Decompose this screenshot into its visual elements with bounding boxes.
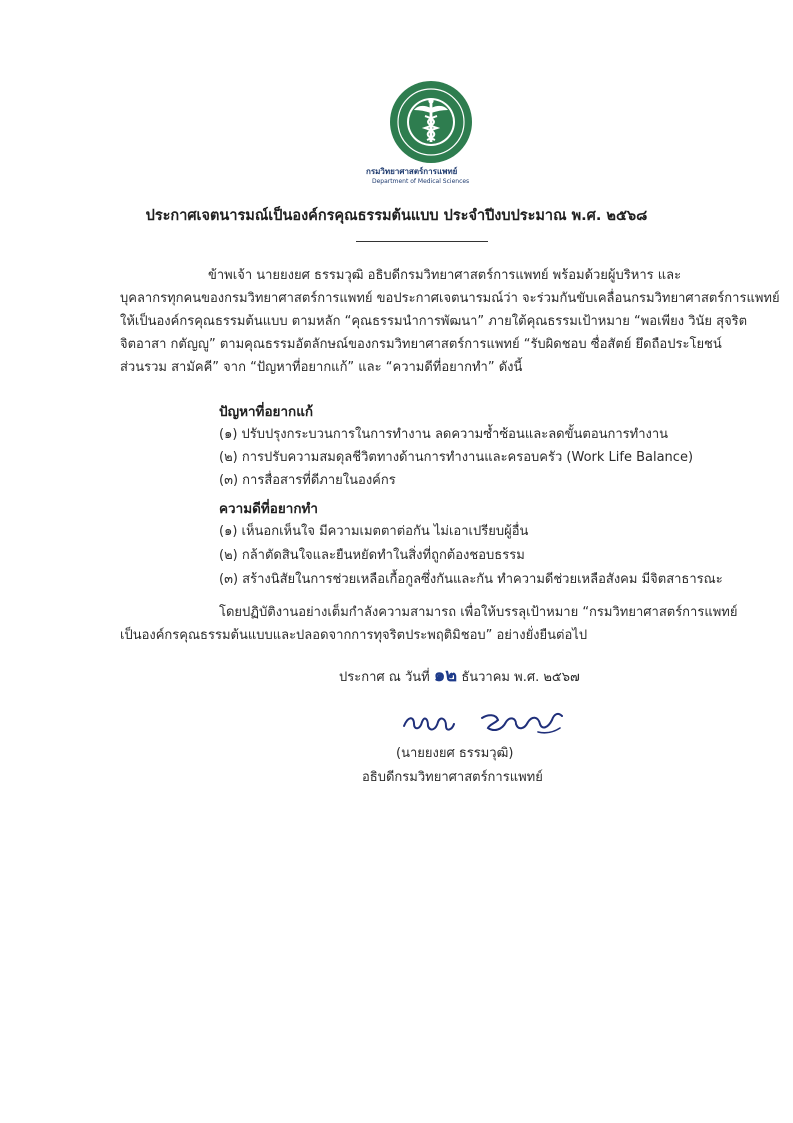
virtue-item: (๓) สร้างนิสัยในการช่วยเหลือเกื้อกูลซึ่งกันและกัน ทำความดีช่วยเหลือสังคม มีจิตสาธารณะ — [219, 572, 723, 587]
virtue-item: (๑) เห็นอกเห็นใจ มีความเมตตาต่อกัน ไม่เอาเปรียบผู้อื่น — [219, 524, 529, 539]
announcement-title: ประกาศเจตนารมณ์เป็นองค์กรคุณธรรมต้นแบบ ประจำปีงบประมาณ พ.ศ. ๒๕๖๘ — [145, 208, 648, 224]
intro-line: ส่วนรวม สามัคคี” จาก “ปัญหาที่อยากแก้” และ “ความดีที่อยากทำ” ดังนี้ — [120, 360, 523, 375]
virtues-heading: ความดีที่อยากทำ — [219, 501, 319, 517]
virtue-item: (๒) กล้าตัดสินใจและยืนหยัดทำในสิ่งที่ถูกต้องชอบธรรม — [219, 548, 525, 563]
intro-line: ให้เป็นองค์กรคุณธรรมต้นแบบ ตามหลัก “คุณธรรมนำการพัฒนา” ภายใต้คุณธรรมเป้าหมาย “พอเพียง วินัย สุจริต — [120, 314, 748, 329]
problems-heading: ปัญหาที่อยากแก้ — [219, 404, 314, 420]
closing-line: เป็นองค์กรคุณธรรมต้นแบบและปลอดจากการทุจริตประพฤติมิชอบ” อย่างยั่งยืนต่อไป — [120, 628, 588, 643]
intro-line: ข้าพเจ้า นายยงยศ ธรรมวุฒิ อธิบดีกรมวิทยาศาสตร์การแพทย์ พร้อมด้วยผู้บริหาร และ — [208, 268, 682, 283]
ministry-seal-logo — [376, 80, 486, 164]
date-suffix: ธันวาคม พ.ศ. ๒๕๖๗ — [461, 670, 580, 685]
title-divider — [356, 241, 488, 242]
intro-line: บุคลากรทุกคนของกรมวิทยาศาสตร์การแพทย์ ขอประกาศเจตนารมณ์ว่า จะร่วมกันขับเคลื่อนกรมวิทยาศาสตร์การแพทย์ — [120, 291, 780, 306]
org-name-english: Department of Medical Sciences — [372, 178, 470, 185]
closing-line: โดยปฏิบัติงานอย่างเต็มกำลังความสามารถ เพื่อให้บรรลุเป้าหมาย “กรมวิทยาศาสตร์การแพทย์ — [219, 605, 738, 620]
announcement-date — [339, 660, 580, 689]
problem-item: (๓) การสื่อสารที่ดีภายในองค์กร — [219, 473, 396, 488]
date-day: ๑๒ — [433, 665, 458, 686]
intro-line: จิตอาสา กตัญญู” ตามคุณธรรมอัตลักษณ์ของกรมวิทยาศาสตร์การแพทย์ “รับผิดชอบ ซื่อสัตย์ ยึดถือประโยชน์ — [120, 337, 722, 352]
problem-item: (๒) การปรับความสมดุลชีวิตทางด้านการทำงานและครอบครัว (Work Life Balance) — [219, 450, 694, 465]
problem-item: (๑) ปรับปรุงกระบวนการในการทำงาน ลดความซ้ำซ้อนและลดขั้นตอนการทำงาน — [219, 427, 669, 442]
org-name-thai: กรมวิทยาศาสตร์การแพทย์ — [366, 167, 458, 176]
date-prefix: ประกาศ ณ วันที่ — [339, 670, 430, 685]
signer-name: (นายยงยศ ธรรมวุฒิ) — [396, 746, 514, 761]
signer-position: อธิบดีกรมวิทยาศาสตร์การแพทย์ — [362, 770, 543, 785]
intro-paragraph — [120, 264, 780, 379]
caduceus-seal-icon — [389, 80, 473, 164]
signature-scribble-icon — [398, 702, 568, 744]
